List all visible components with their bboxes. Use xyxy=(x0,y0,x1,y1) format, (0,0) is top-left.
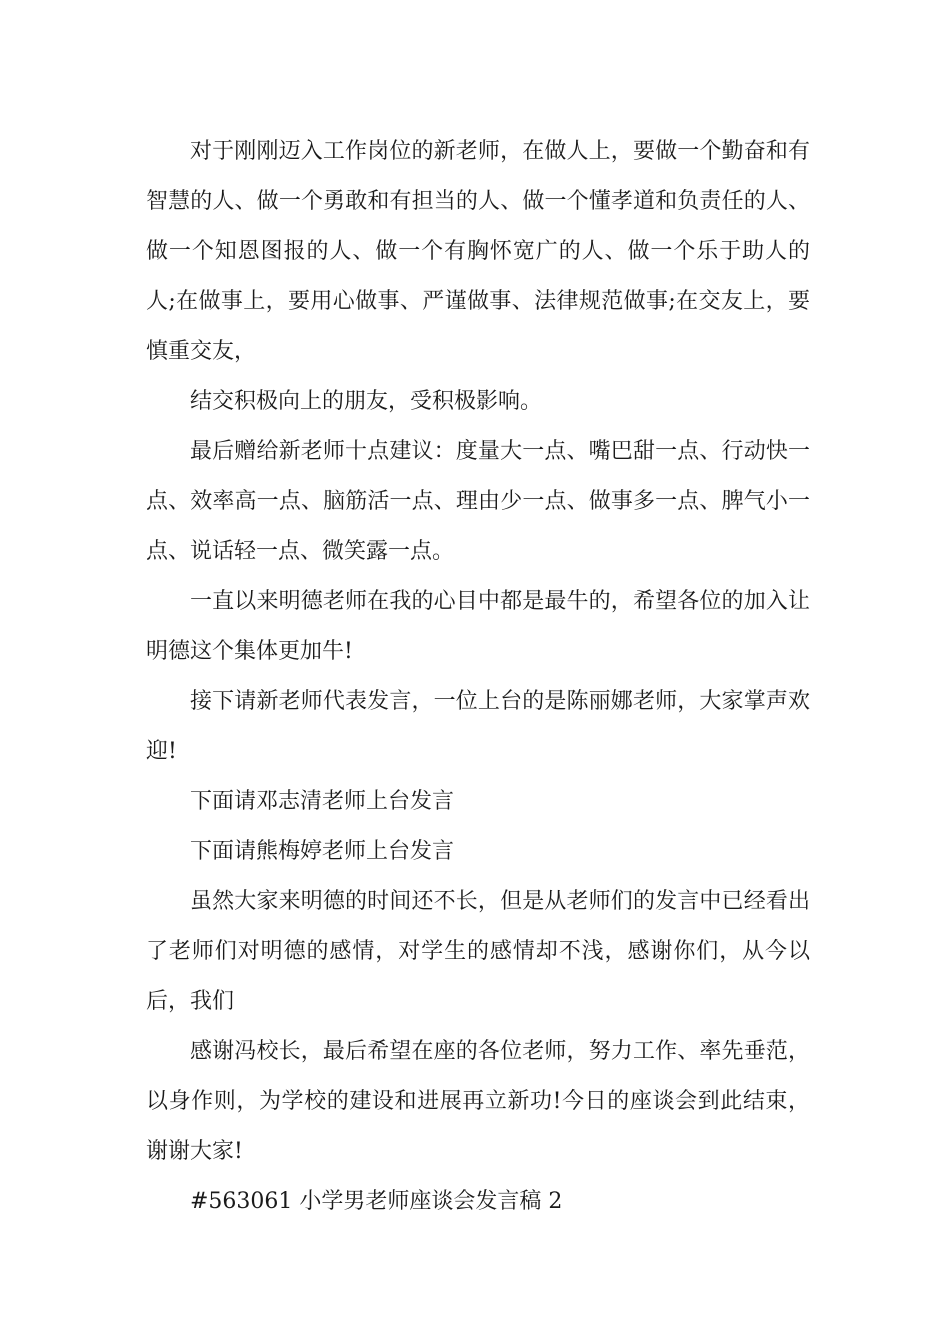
paragraph: 一直以来明德老师在我的心目中都是最牛的，希望各位的加入让明德这个集体更加牛! xyxy=(146,589,810,664)
paragraph: 对于刚刚迈入工作岗位的新老师，在做人上，要做一个勤奋和有智慧的人、做一个勇敢和有担当的人、做一个懂孝道和负责任的人、做一个知恩图报的人、做一个有胸怀宽广的人、做一个乐于助人的人;在做事上，要用心做事、严谨做事、法律规范做事;在交友上，要慎重交友， xyxy=(146,139,810,364)
paragraph: 最后赠给新老师十点建议：度量大一点、嘴巴甜一点、行动快一点、效率高一点、脑筋活一点、理由少一点、做事多一点、脾气小一点、说话轻一点、微笑露一点。 xyxy=(146,439,810,564)
paragraph: 下面请熊梅婷老师上台发言 xyxy=(190,839,455,864)
document-body xyxy=(146,127,810,1227)
paragraph: 下面请邓志清老师上台发言 xyxy=(190,789,455,814)
section-heading: #563061 小学男老师座谈会发言稿 2 xyxy=(190,1189,563,1214)
paragraph: 感谢冯校长，最后希望在座的各位老师，努力工作、率先垂范，以身作则，为学校的建设和进展再立新功!今日的座谈会到此结束，谢谢大家! xyxy=(146,1039,810,1164)
paragraph: 接下请新老师代表发言，一位上台的是陈丽娜老师，大家掌声欢迎! xyxy=(146,689,810,764)
paragraph: 虽然大家来明德的时间还不长，但是从老师们的发言中已经看出了老师们对明德的感情，对学生的感情却不浅，感谢你们，从今以后，我们 xyxy=(146,889,810,1014)
paragraph: 结交积极向上的朋友，受积极影响。 xyxy=(190,389,543,414)
